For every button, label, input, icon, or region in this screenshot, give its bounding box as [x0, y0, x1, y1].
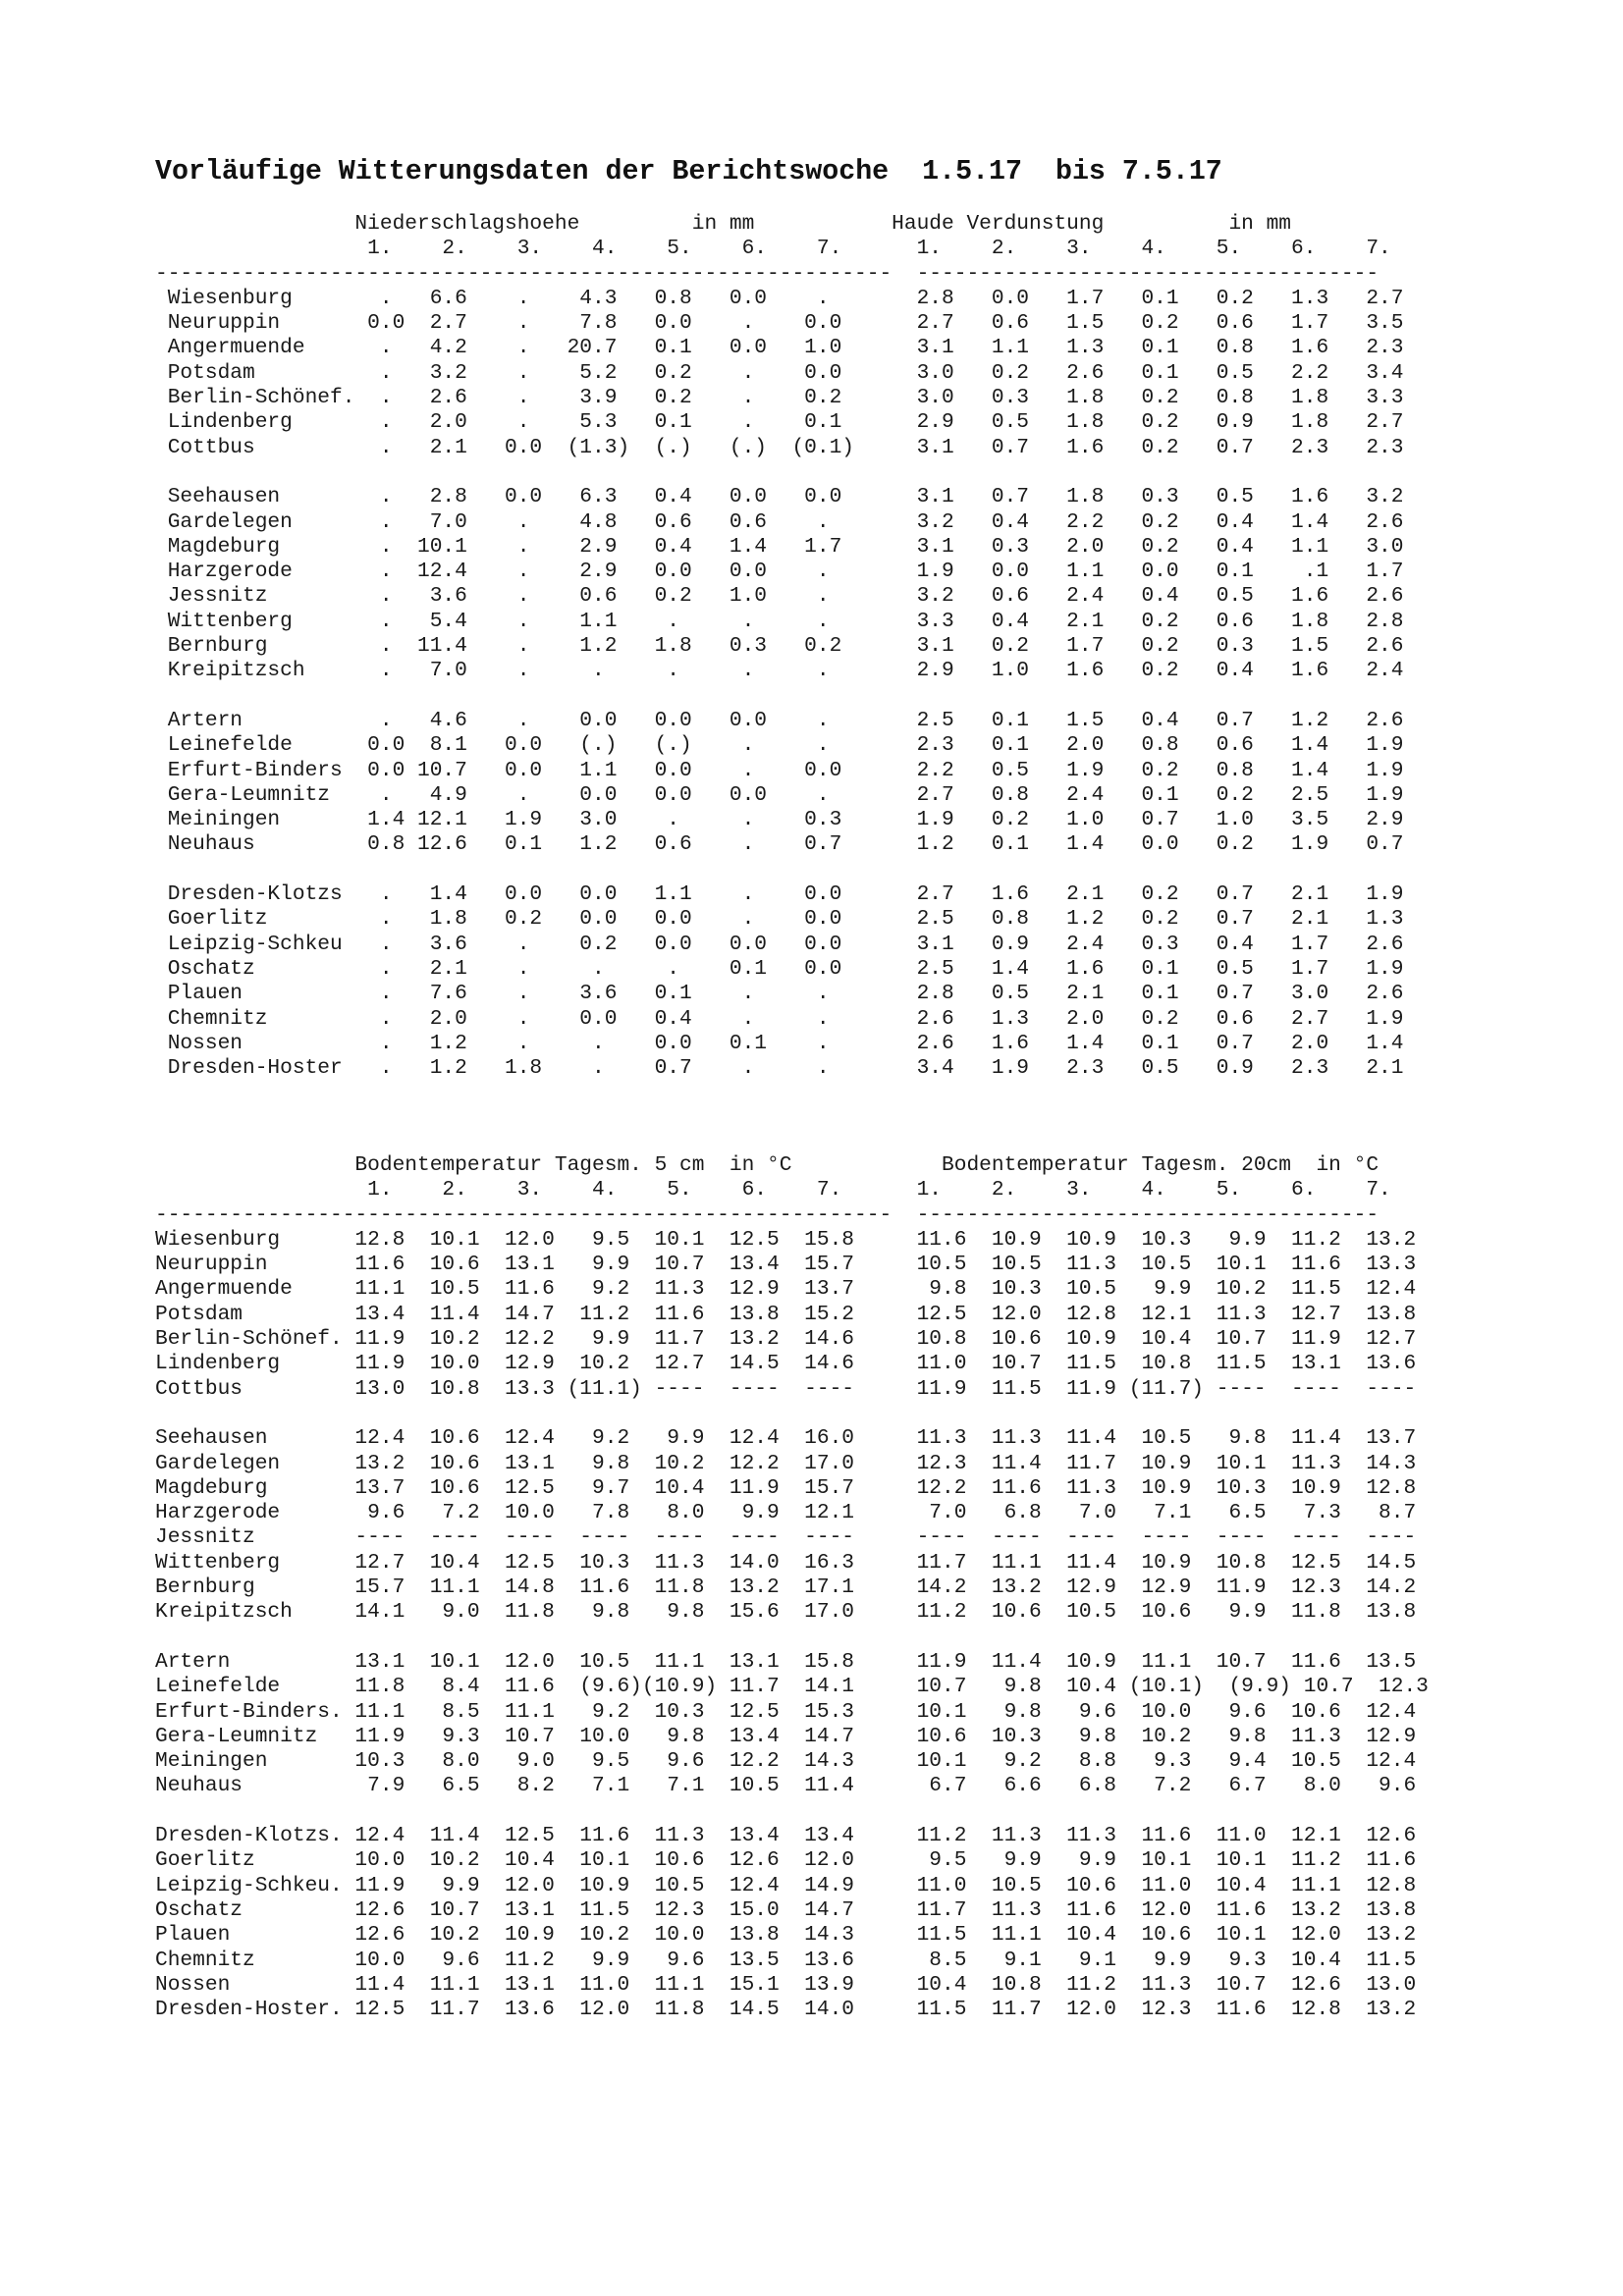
table-row: Wiesenburg 12.8 10.1 12.0 9.5 10.1 12.5 15.8 11.6 10.9 10.9 10.3 9.9 11.2 13.2 [155, 1227, 1417, 1252]
table-row: Lindenberg . 2.0 . 5.3 0.1 . 0.1 2.9 0.5 1.8 0.2 0.9 1.8 2.7 [155, 410, 1404, 435]
precipitation-evaporation-table [155, 212, 1403, 1081]
group-gap [155, 1402, 1429, 1426]
group-gap [155, 1626, 1429, 1650]
table-row: Angermuende 11.1 10.5 11.6 9.2 11.3 12.9 13.7 9.8 10.3 10.5 9.9 10.2 11.5 12.4 [155, 1277, 1417, 1302]
table-row: Jessnitz ---- ---- ---- ---- ---- ---- ---- ---- ---- ---- ---- ---- ---- ---- [155, 1525, 1417, 1550]
table-row: Berlin-Schönef. 11.9 10.2 12.2 9.9 11.7 13.2 14.6 10.8 10.6 10.9 10.4 10.7 11.9 12.7 [155, 1327, 1417, 1352]
table-row: Kreipitzsch . 7.0 . . . . . 2.9 1.0 1.6 0.2 0.4 1.6 2.4 [155, 659, 1404, 683]
table-rule: ----------------------------------------------------------- ------------------------------------- [155, 1202, 1380, 1227]
table-row: Leinefelde 11.8 8.4 11.6 (9.6)(10.9) 11.7 14.1 10.7 9.8 10.4 (10.1) (9.9) 10.7 12.3 [155, 1675, 1429, 1699]
table-row: Wittenberg . 5.4 . 1.1 . . . 3.3 0.4 2.1 0.2 0.6 1.8 2.8 [155, 609, 1404, 633]
table-row: Lindenberg 11.9 10.0 12.9 10.2 12.7 14.5 14.6 11.0 10.7 11.5 10.8 11.5 13.1 13.6 [155, 1352, 1417, 1376]
table-row: Cottbus . 2.1 0.0 (1.3) (.) (.) (0.1) 3.1 0.7 1.6 0.2 0.7 2.3 2.3 [155, 435, 1404, 459]
soil-temperature-table [155, 1153, 1429, 2022]
table-row: Cottbus 13.0 10.8 13.3 (11.1) ---- ---- ---- 11.9 11.5 11.9 (11.7) ---- ---- ---- [155, 1376, 1417, 1401]
table-row: Harzgerode . 12.4 . 2.9 0.0 0.0 . 1.9 0.0 1.1 0.0 0.1 .1 1.7 [155, 560, 1404, 584]
table-row: Leipzig-Schkeu . 3.6 . 0.2 0.0 0.0 0.0 3.1 0.9 2.4 0.3 0.4 1.7 2.6 [155, 932, 1404, 956]
table-row: Dresden-Hoster. 12.5 11.7 13.6 12.0 11.8 14.5 14.0 11.5 11.7 12.0 12.3 11.6 12.8 13.2 [155, 1998, 1417, 2022]
table-row: Dresden-Klotzs . 1.4 0.0 0.0 1.1 . 0.0 2.7 1.6 2.1 0.2 0.7 2.1 1.9 [155, 882, 1404, 907]
table-row: Artern . 4.6 . 0.0 0.0 0.0 . 2.5 0.1 1.5 0.4 0.7 1.2 2.6 [155, 708, 1404, 732]
table-row: Meiningen 1.4 12.1 1.9 3.0 . . 0.3 1.9 0.2 1.0 0.7 1.0 3.5 2.9 [155, 808, 1404, 832]
table-row: Plauen . 7.6 . 3.6 0.1 . . 2.8 0.5 2.1 0.1 0.7 3.0 2.6 [155, 982, 1404, 1006]
table-header-days: 1. 2. 3. 4. 5. 6. 7. 1. 2. 3. 4. 5. 6. 7. [155, 1178, 1391, 1202]
table-row: Kreipitzsch 14.1 9.0 11.8 9.8 9.8 15.6 17.0 11.2 10.6 10.5 10.6 9.9 11.8 13.8 [155, 1600, 1417, 1625]
table-row: Goerlitz 10.0 10.2 10.4 10.1 10.6 12.6 12.0 9.5 9.9 9.9 10.1 10.1 11.2 11.6 [155, 1848, 1417, 1873]
table-row: Wittenberg 12.7 10.4 12.5 10.3 11.3 14.0 16.3 11.7 11.1 11.4 10.9 10.8 12.5 14.5 [155, 1550, 1417, 1575]
table-row: Artern 13.1 10.1 12.0 10.5 11.1 13.1 15.8 11.9 11.4 10.9 11.1 10.7 11.6 13.5 [155, 1649, 1417, 1674]
table-rule: ----------------------------------------------------------- ------------------------------------- [155, 261, 1380, 286]
table-row: Nossen . 1.2 . . 0.0 0.1 . 2.6 1.6 1.4 0.1 0.7 2.0 1.4 [155, 1031, 1404, 1055]
table-row: Jessnitz . 3.6 . 0.6 0.2 1.0 . 3.2 0.6 2.4 0.4 0.5 1.6 2.6 [155, 584, 1404, 609]
table-row: Nossen 11.4 11.1 13.1 11.0 11.1 15.1 13.9 10.4 10.8 11.2 11.3 10.7 12.6 13.0 [155, 1972, 1417, 1997]
table-row: Berlin-Schönef. . 2.6 . 3.9 0.2 . 0.2 3.0 0.3 1.8 0.2 0.8 1.8 3.3 [155, 386, 1404, 410]
table-row: Potsdam 13.4 11.4 14.7 11.2 11.6 13.8 15.2 12.5 12.0 12.8 12.1 11.3 12.7 13.8 [155, 1302, 1417, 1326]
table-row: Plauen 12.6 10.2 10.9 10.2 10.0 13.8 14.3 11.5 11.1 10.4 10.6 10.1 12.0 13.2 [155, 1923, 1417, 1948]
table-row: Leinefelde 0.0 8.1 0.0 (.) (.) . . 2.3 0.1 2.0 0.8 0.6 1.4 1.9 [155, 733, 1404, 758]
table-row: Erfurt-Binders 0.0 10.7 0.0 1.1 0.0 . 0.0 2.2 0.5 1.9 0.2 0.8 1.4 1.9 [155, 758, 1404, 782]
group-gap [155, 684, 1403, 709]
table-row: Bernburg 15.7 11.1 14.8 11.6 11.8 13.2 17.1 14.2 13.2 12.9 12.9 11.9 12.3 14.2 [155, 1575, 1417, 1600]
table-row: Dresden-Hoster . 1.2 1.8 . 0.7 . . 3.4 1.9 2.3 0.5 0.9 2.3 2.1 [155, 1056, 1404, 1081]
table-row: Wiesenburg . 6.6 . 4.3 0.8 0.0 . 2.8 0.0 1.7 0.1 0.2 1.3 2.7 [155, 286, 1404, 310]
table-header-measures: Bodentemperatur Tagesm. 5 cm in °C Bodentemperatur Tagesm. 20cm in °C [155, 1153, 1380, 1177]
table-row: Gardelegen . 7.0 . 4.8 0.6 0.6 . 3.2 0.4 2.2 0.2 0.4 1.4 2.6 [155, 509, 1404, 534]
table-row: Gera-Leumnitz 11.9 9.3 10.7 10.0 9.8 13.4 14.7 10.6 10.3 9.8 10.2 9.8 11.3 12.9 [155, 1724, 1417, 1748]
table-row: Oschatz 12.6 10.7 13.1 11.5 12.3 15.0 14.7 11.7 11.3 11.6 12.0 11.6 13.2 13.8 [155, 1897, 1417, 1922]
table-row: Goerlitz . 1.8 0.2 0.0 0.0 . 0.0 2.5 0.8 1.2 0.2 0.7 2.1 1.3 [155, 907, 1404, 932]
table-row: Dresden-Klotzs. 12.4 11.4 12.5 11.6 11.3 13.4 13.4 11.2 11.3 11.3 11.6 11.0 12.1 12.6 [155, 1824, 1417, 1848]
table-row: Magdeburg . 10.1 . 2.9 0.4 1.4 1.7 3.1 0.3 2.0 0.2 0.4 1.1 3.0 [155, 534, 1404, 559]
table-row: Bernburg . 11.4 . 1.2 1.8 0.3 0.2 3.1 0.2 1.7 0.2 0.3 1.5 2.6 [155, 634, 1404, 659]
page-title: Vorläufige Witterungsdaten der Berichtswoche 1.5.17 bis 7.5.17 [155, 156, 1222, 187]
table-row: Angermuende . 4.2 . 20.7 0.1 0.0 1.0 3.1 1.1 1.3 0.1 0.8 1.6 2.3 [155, 336, 1404, 360]
table-row: Neuruppin 0.0 2.7 . 7.8 0.0 . 0.0 2.7 0.6 1.5 0.2 0.6 1.7 3.5 [155, 311, 1404, 336]
table-row: Seehausen 12.4 10.6 12.4 9.2 9.9 12.4 16.0 11.3 11.3 11.4 10.5 9.8 11.4 13.7 [155, 1426, 1417, 1451]
table-row: Potsdam . 3.2 . 5.2 0.2 . 0.0 3.0 0.2 2.6 0.1 0.5 2.2 3.4 [155, 360, 1404, 385]
table-row: Chemnitz . 2.0 . 0.0 0.4 . . 2.6 1.3 2.0 0.2 0.6 2.7 1.9 [155, 1006, 1404, 1031]
table-row: Magdeburg 13.7 10.6 12.5 9.7 10.4 11.9 15.7 12.2 11.6 11.3 10.9 10.3 10.9 12.8 [155, 1475, 1417, 1500]
table-row: Harzgerode 9.6 7.2 10.0 7.8 8.0 9.9 12.1 7.0 6.8 7.0 7.1 6.5 7.3 8.7 [155, 1501, 1417, 1525]
table-row: Chemnitz 10.0 9.6 11.2 9.9 9.6 13.5 13.6 8.5 9.1 9.1 9.9 9.3 10.4 11.5 [155, 1948, 1417, 1972]
table-row: Oschatz . 2.1 . . . 0.1 0.0 2.5 1.4 1.6 0.1 0.5 1.7 1.9 [155, 956, 1404, 981]
table-row: Seehausen . 2.8 0.0 6.3 0.4 0.0 0.0 3.1 0.7 1.8 0.3 0.5 1.6 3.2 [155, 485, 1404, 509]
group-gap [155, 460, 1403, 485]
group-gap [155, 858, 1403, 882]
table-row: Meiningen 10.3 8.0 9.0 9.5 9.6 12.2 14.3 10.1 9.2 8.8 9.3 9.4 10.5 12.4 [155, 1749, 1417, 1774]
table-row: Gera-Leumnitz . 4.9 . 0.0 0.0 0.0 . 2.7 0.8 2.4 0.1 0.2 2.5 1.9 [155, 782, 1404, 807]
table-row: Gardelegen 13.2 10.6 13.1 9.8 10.2 12.2 17.0 12.3 11.4 11.7 10.9 10.1 11.3 14.3 [155, 1451, 1417, 1475]
table-row: Leipzig-Schkeu. 11.9 9.9 12.0 10.9 10.5 12.4 14.9 11.0 10.5 10.6 11.0 10.4 11.1 12.8 [155, 1873, 1417, 1897]
table-row: Neuhaus 0.8 12.6 0.1 1.2 0.6 . 0.7 1.2 0.1 1.4 0.0 0.2 1.9 0.7 [155, 832, 1404, 857]
table-header-measures: Niederschlagshoehe in mm Haude Verdunstung in mm [155, 212, 1292, 236]
group-gap [155, 1799, 1429, 1824]
table-row: Erfurt-Binders. 11.1 8.5 11.1 9.2 10.3 12.5 15.3 10.1 9.8 9.6 10.0 9.6 10.6 12.4 [155, 1699, 1417, 1724]
table-row: Neuruppin 11.6 10.6 13.1 9.9 10.7 13.4 15.7 10.5 10.5 11.3 10.5 10.1 11.6 13.3 [155, 1253, 1417, 1277]
table-header-days: 1. 2. 3. 4. 5. 6. 7. 1. 2. 3. 4. 5. 6. 7. [155, 237, 1391, 261]
table-row: Neuhaus 7.9 6.5 8.2 7.1 7.1 10.5 11.4 6.7 6.6 6.8 7.2 6.7 8.0 9.6 [155, 1774, 1417, 1798]
